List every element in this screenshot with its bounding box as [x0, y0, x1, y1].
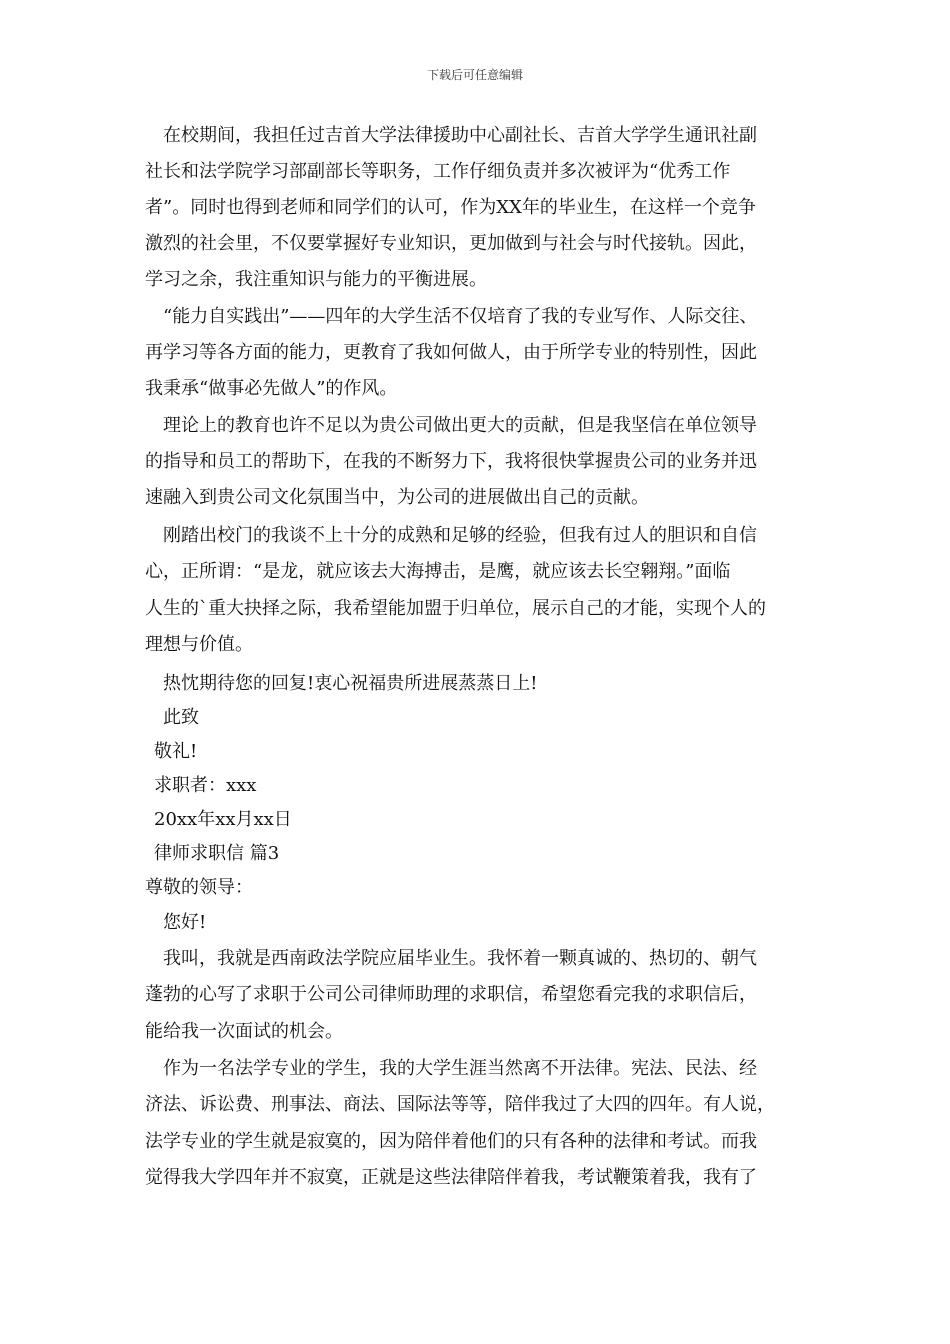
text-line: 我秉承“做事必先做人”的作风。: [145, 378, 398, 399]
text-line: 20xx年xx月xx日: [154, 809, 292, 830]
text-line: 济法、诉讼费、刑事法、商法、国际法等等，陪伴我过了大四的四年。有人说，: [145, 1094, 775, 1115]
text-line: 学习之余，我注重知识与能力的平衡进展。: [145, 269, 487, 290]
text-line: 热忱期待您的回复!衷心祝福贵所进展蒸蒸日上!: [163, 673, 538, 694]
text-line: 再学习等各方面的能力，更教育了我如何做人，由于所学专业的特别性，因此: [145, 342, 757, 363]
text-line: 刚踏出校门的我谈不上十分的成熟和足够的经验，但我有过人的胆识和自信: [163, 525, 757, 546]
text-line: 社长和法学院学习部副部长等职务，工作仔细负责并多次被评为“优秀工作: [145, 161, 731, 182]
text-line: 觉得我大学四年并不寂寞，正就是这些法律陪伴着我，考试鞭策着我，我有了: [145, 1167, 757, 1188]
text-line: 理论上的教育也许不足以为贵公司做出更大的贡献，但是我坚信在单位领导: [163, 415, 757, 436]
text-line: 我叫，我就是西南政法学院应届毕业生。我怀着一颗真诚的、热切的、朝气: [163, 948, 757, 969]
section-heading: 律师求职信 篇3: [154, 843, 280, 864]
text-line: 人生的`重大抉择之际，我希望能加盟于归单位，展示自己的才能，实现个人的: [145, 598, 766, 619]
salutation: 尊敬的领导：: [145, 877, 253, 898]
text-line: 法学专业的学生就是寂寞的，因为陪伴着他们的只有各种的法律和考试。而我: [145, 1131, 757, 1152]
text-line: 速融入到贵公司文化氛围当中，为公司的进展做出自己的贡献。: [145, 487, 649, 508]
text-line: 激烈的社会里，不仅要掌握好专业知识，更加做到与社会与时代接轨。因此，: [145, 233, 757, 254]
text-line: 敬礼!: [154, 741, 198, 762]
text-line: 此致: [163, 707, 199, 728]
greeting: 您好!: [163, 912, 207, 933]
text-line: 者”。同时也得到老师和同学们的认可，作为XX年的毕业生，在这样一个竞争: [145, 197, 756, 218]
text-line: 求职者：xxx: [154, 775, 257, 796]
text-line: “能力自实践出”——四年的大学生活不仅培育了我的专业写作、人际交往、: [163, 306, 758, 327]
text-line: 心，正所谓：“是龙，就应该去大海搏击，是鹰，就应该去长空翱翔。”面临: [145, 561, 731, 582]
text-line: 理想与价值。: [145, 634, 253, 655]
text-line: 能给我一次面试的机会。: [145, 1021, 343, 1042]
text-line: 的指导和员工的帮助下，在我的不断努力下，我将很快掌握贵公司的业务并迅: [145, 451, 757, 472]
text-line: 蓬勃的心写了求职于公司公司律师助理的求职信，希望您看完我的求职信后，: [145, 984, 757, 1005]
page-header: 下载后可任意编辑: [426, 68, 523, 82]
text-line: 作为一名法学专业的学生，我的大学生涯当然离不开法律。宪法、民法、经: [163, 1058, 757, 1079]
text-line: 在校期间，我担任过吉首大学法律援助中心副社长、吉首大学学生通讯社副: [163, 125, 757, 146]
